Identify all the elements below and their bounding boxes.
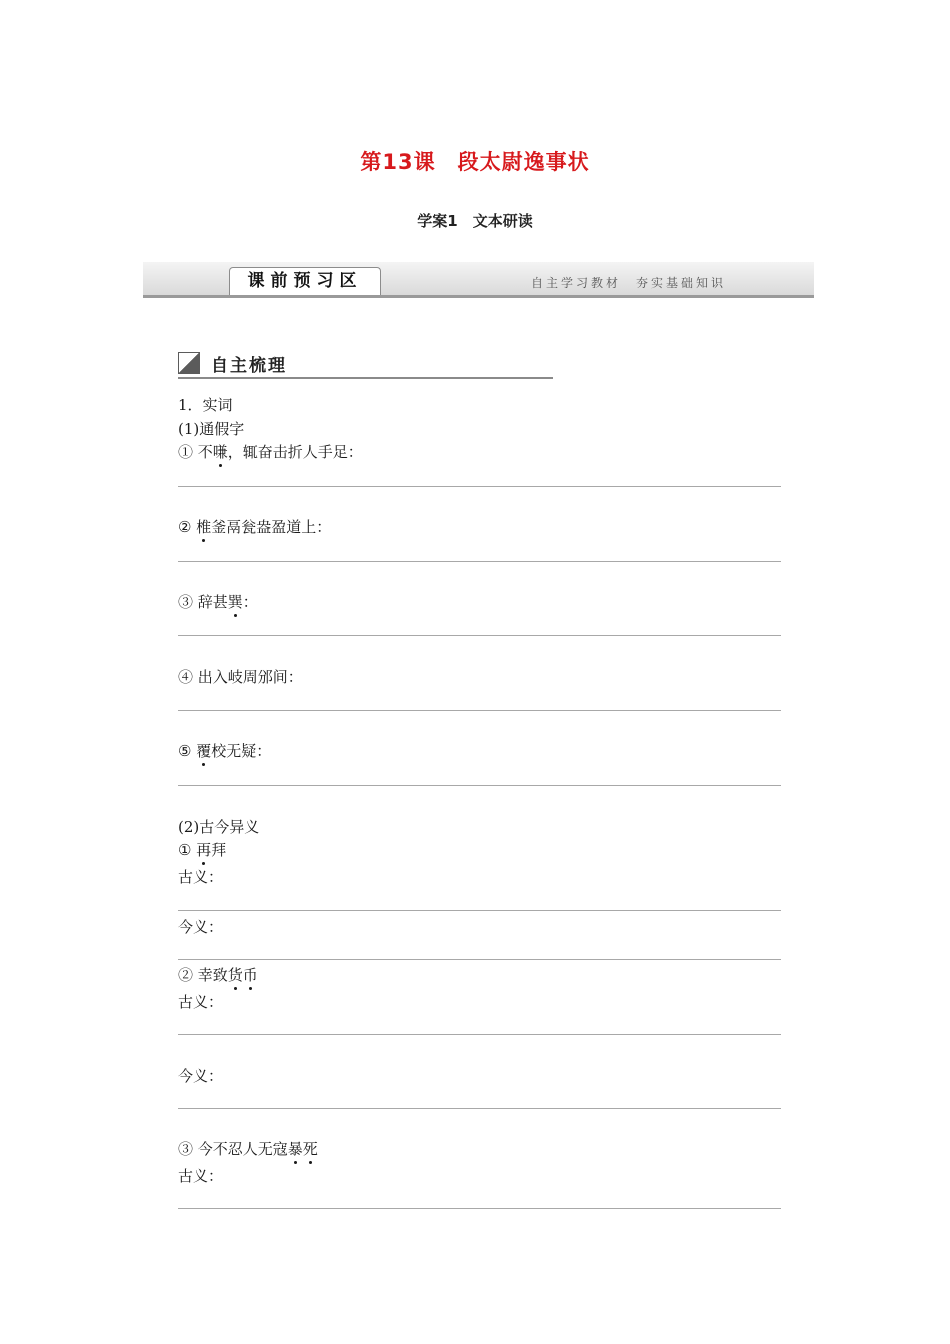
tjz-item-5-dotted: 覆 (196, 742, 212, 760)
tjz-item-3-post: ： (242, 593, 258, 611)
answer-line (178, 1034, 781, 1035)
section-heading (178, 350, 553, 379)
gu-label: 古义： (178, 1167, 224, 1185)
banner-tab-label: 课前预习区 (229, 267, 381, 295)
tjz-item-4 (178, 667, 303, 687)
answer-line (178, 635, 781, 636)
subheading-tongjiazi: (1)通假字 (178, 420, 245, 438)
page-subtitle: 学案1 文本研读 (417, 212, 533, 230)
banner-tagline: 自主学习教材 夯实基础知识 (530, 276, 726, 290)
gjyy-item-3-dotted-2: 死 (302, 1140, 318, 1158)
gjyy-item-1-pre: ① (178, 841, 197, 859)
tjz-item-4-post: 间： (272, 668, 303, 686)
gjyy-item-1-post: 拜 (211, 841, 227, 859)
tjz-item-5 (178, 741, 271, 761)
section-banner (143, 262, 814, 298)
tjz-item-1 (178, 442, 363, 462)
gu-label: 古义： (178, 868, 224, 886)
gjyy-item-2 (178, 965, 258, 985)
answer-line (178, 785, 781, 786)
answer-line (178, 561, 781, 562)
jin-label: 今义： (178, 1067, 224, 1085)
tjz-item-2 (178, 517, 331, 537)
jin-label: 今义： (178, 918, 224, 936)
tjz-item-3-pre: ③ 辞甚 (178, 593, 228, 611)
gjyy-item-3-pre: ③ 今不忍人无寇 (178, 1140, 288, 1158)
gjyy-item-2-pre: ② 幸致 (178, 966, 228, 984)
gjyy-item-1-dotted: 再 (196, 841, 212, 859)
subheading-gujinyiyi: (2)古今异义 (178, 818, 260, 836)
gjyy-item-2-dotted-1: 货 (227, 966, 243, 984)
tjz-item-2-pre: ② (178, 518, 197, 536)
gjyy-item-3-dotted-1: 暴 (287, 1140, 303, 1158)
triangle-marker-icon (178, 352, 200, 374)
tjz-item-1-post: ，辄奋击折人手足： (227, 443, 363, 461)
answer-line (178, 959, 781, 960)
answer-line (178, 1208, 781, 1209)
answer-line (178, 486, 781, 487)
gjyy-item-2-dotted-2: 币 (242, 966, 258, 984)
tjz-item-1-dotted: 嗛 (212, 443, 228, 461)
page-title: 第13课 段太尉逸事状 (360, 150, 590, 174)
answer-line (178, 710, 781, 711)
gu-label: 古义： (178, 993, 224, 1011)
section-title: 自主梳理 (211, 356, 287, 376)
tjz-item-5-post: 校无疑： (211, 742, 272, 760)
tjz-item-3 (178, 592, 258, 612)
gjyy-item-1 (178, 840, 226, 860)
heading-shici: 1．实词 (178, 396, 233, 414)
tjz-item-3-dotted: 巽 (227, 593, 243, 611)
answer-line (178, 910, 781, 911)
tjz-item-2-dotted: 椎 (196, 518, 212, 536)
tjz-item-2-post: 釜鬲瓮盎盈道上： (211, 518, 332, 536)
tjz-item-1-pre: ① 不 (178, 443, 213, 461)
tjz-item-5-pre: ⑤ (178, 742, 197, 760)
tjz-item-4-pre: ④ 出入岐周邠 (178, 668, 273, 686)
gjyy-item-3 (178, 1139, 318, 1159)
answer-line (178, 1108, 781, 1109)
